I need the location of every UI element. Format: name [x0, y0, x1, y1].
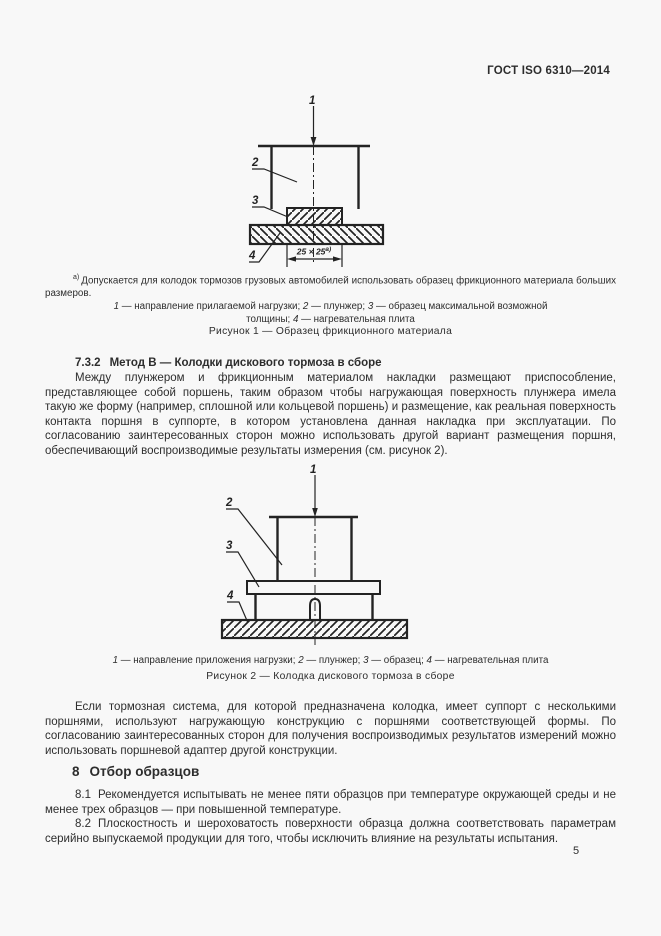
- figure1-footnote: $^{а)}$ Допускается для колодок тормозов грузовых автомобилей использовать образец фрикционного материала больших размеров.: [45, 274, 616, 300]
- figure2-caption: Рисунок 2 — Колодка дискового тормоза в сборе: [206, 671, 455, 682]
- pad: [247, 581, 380, 594]
- figure1-legend: 1 — направление прилагаемой нагрузки; 2 — плунжер; 3 — образец максимальной возможной толщины; 4 — нагревательная плита: [113, 301, 548, 325]
- paragraph-7-3-2: Между плунжером и фрикционным материалом накладки размещают приспособление, представляющее собой поршень, таким образом чтобы нагружающая поверхность плунжера имела такую же форму (например, сплошной или кольцевой поршень) и размещение, как реальная поверхность контакта поршня в суппорте, в котором установлена данная накладка при эксплуатации. По согласованию заинтересованных сторон можно использовать другой вариант размещения поршня, обеспечивающий воспроизводимые результаты измерения (см. рисунок 2).: [45, 372, 616, 457]
- paragraph-8-2: 8.2 Плоскостность и шероховатость поверхности образца должна соответствовать параметрам серийно выпускаемой продукции для того, чтобы исключить влияние на результаты испытания.: [45, 818, 616, 845]
- figure1-dimension-label: $25 \times 25^{а)}$: [296, 246, 332, 257]
- heating-plate: [222, 620, 407, 638]
- paragraph-8-1: 8.1 Рекомендуется испытывать не менее пяти образцов при температуре окружающей среды и не менее трех образцов — при повышенной температуре.: [45, 789, 616, 816]
- load-arrowhead: [311, 137, 317, 146]
- heading-7-3-2: 7.3.2 Метод В — Колодки дискового тормоза в сборе: [75, 357, 382, 369]
- leader-2: [252, 169, 297, 182]
- paragraph-after-figure2: Если тормозная система, для которой предназначена колодка, имеет суппорт с несколькими поршнями, используют нагружающую конструкцию с поршнями соответствующей формы. По согласованию заинтересованных сторон для получения воспроизводимых результатов измерений можно использовать поршневой адаптер другой конструкции.: [45, 701, 616, 757]
- figure2-callout-2: 2: [226, 497, 233, 509]
- heading-8: 8 Отбор образцов: [72, 764, 200, 779]
- figure2-legend: 1 — направление приложения нагрузки; 2 — плунжер; 3 — образец; 4 — нагревательная плита: [112, 655, 549, 666]
- document-header: ГОСТ ISO 6310—2014: [487, 65, 610, 77]
- footnote-marker: а): [73, 274, 80, 281]
- load-arrowhead: [312, 508, 318, 517]
- figure1-callout-2: 2: [252, 157, 259, 169]
- figure2-callout-4: 4: [227, 590, 234, 602]
- figure2-callout-3: 3: [226, 540, 233, 552]
- page-number: 5: [572, 845, 580, 857]
- figure2-drawing: [210, 460, 420, 652]
- figure1-callout-1: 1: [309, 95, 316, 107]
- figure1-caption: Рисунок 1 — Образец фрикционного материала: [208, 326, 453, 337]
- figure1-callout-4: 4: [249, 250, 256, 262]
- figure1-callout-3: 3: [252, 195, 259, 207]
- figure1-drawing: [244, 92, 444, 274]
- heating-plate: [250, 225, 383, 244]
- figure2-callout-1: 1: [310, 464, 317, 476]
- leader-3: [252, 207, 288, 217]
- specimen: [287, 208, 342, 225]
